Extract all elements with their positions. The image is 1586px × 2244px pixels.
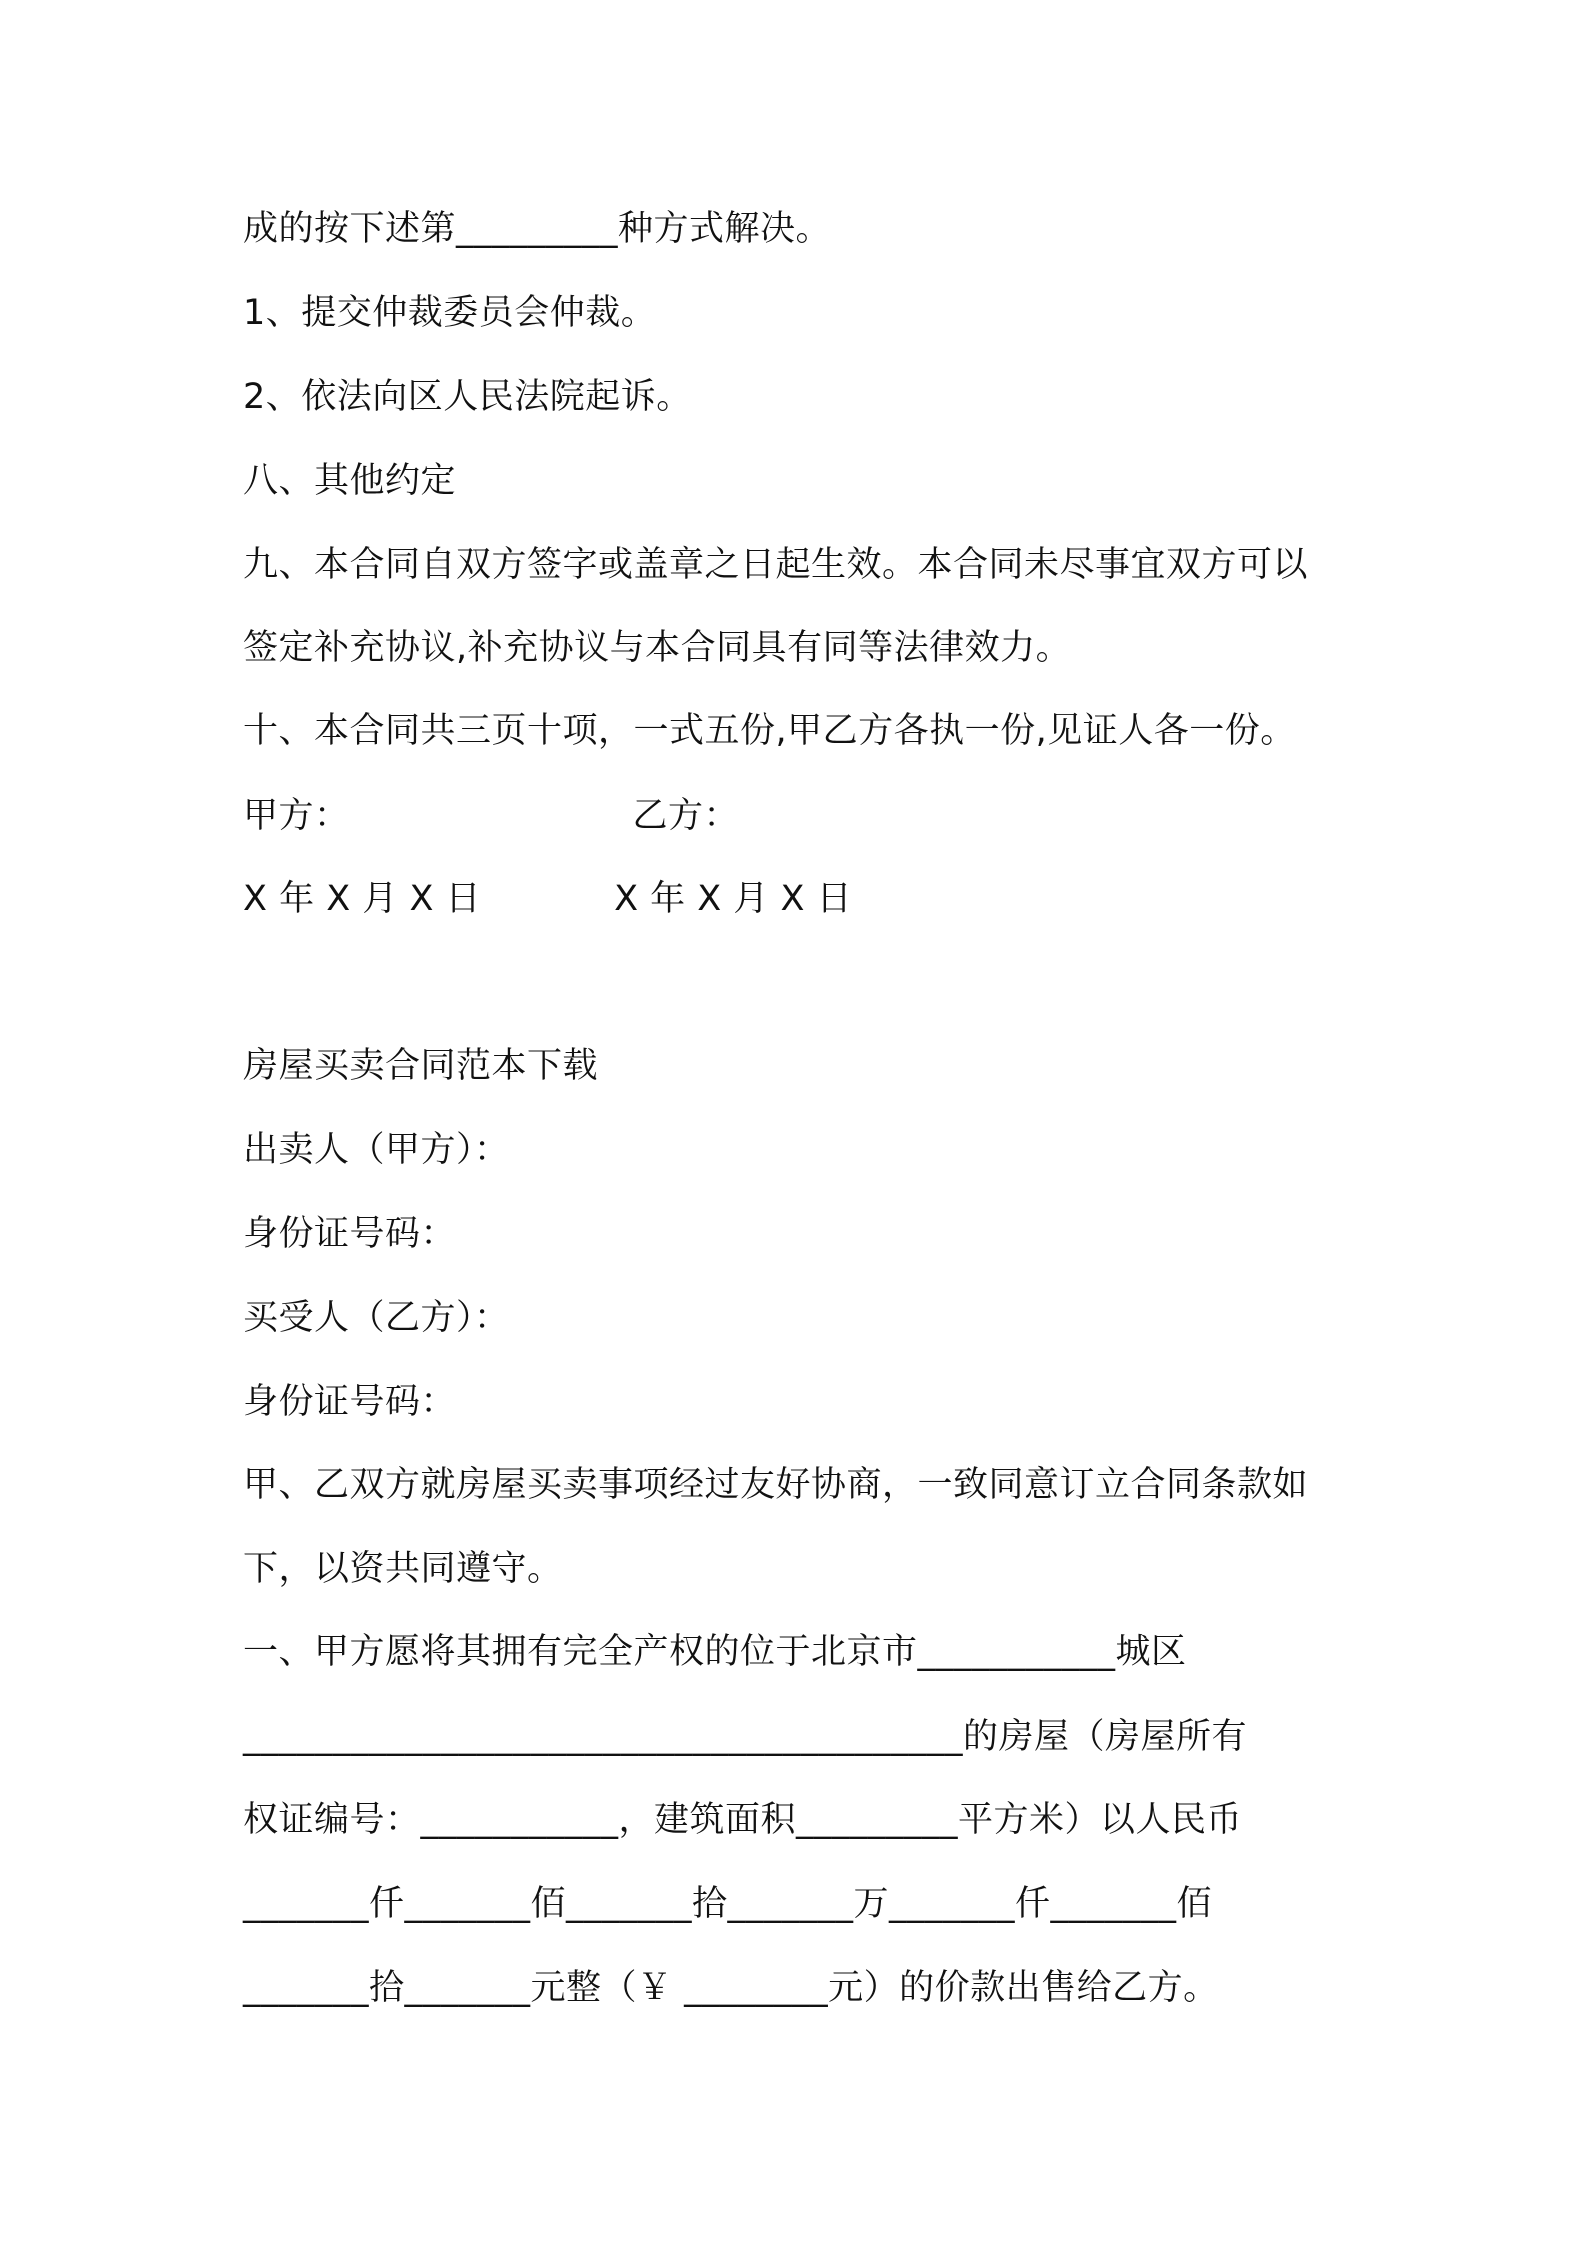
text-line-effective-1: 九、本合同自双方签字或盖章之日起生效。本合同未尽事宜双方可以 [243, 545, 1309, 585]
date-row [243, 875, 852, 923]
signature-row [243, 792, 739, 840]
text-line-dispute-method: 成的按下述第_________种方式解决。 [243, 209, 832, 249]
clause-1-line-1: 一、甲方愿将其拥有完全产权的位于北京市___________城区 [243, 1632, 1187, 1672]
buyer-id-line: 身份证号码： [243, 1382, 457, 1422]
agreement-line-1: 甲、乙双方就房屋买卖事项经过友好协商，一致同意订立合同条款如 [243, 1465, 1309, 1505]
agreement-line-2: 下，以资共同遵守。 [243, 1549, 563, 1589]
seller-id-line: 身份证号码： [243, 1214, 457, 1254]
party-b-label: 乙方： [632, 796, 740, 836]
clause-1-line-3: 权证编号：___________，建筑面积_________平方米）以人民币 [243, 1800, 1243, 1840]
text-line-arbitration: 1、提交仲裁委员会仲裁。 [243, 293, 657, 333]
text-line-court: 2、依法向区人民法院起诉。 [243, 377, 692, 417]
text-line-copies: 十、本合同共三页十项，一式五份,甲乙方各执一份,见证人各一份。 [243, 711, 1296, 751]
seller-line: 出卖人（甲方）： [243, 1130, 510, 1170]
date-b: X 年 X 月 X 日 [614, 879, 853, 919]
clause-1-line-2: ________________________________________的房屋（房屋所有 [243, 1717, 1248, 1757]
date-a: X 年 X 月 X 日 [243, 879, 482, 919]
text-line-effective-2: 签定补充协议,补充协议与本合同具有同等法律效力。 [243, 628, 1072, 668]
clause-1-line-4: _______仟_______佰_______拾_______万_______仟_______佰 [243, 1884, 1213, 1924]
party-a-label: 甲方： [243, 796, 350, 836]
buyer-line: 买受人（乙方）： [243, 1298, 510, 1338]
section-title: 房屋买卖合同范本下载 [243, 1046, 599, 1086]
clause-1-line-5: _______拾_______元整（￥ ________元）的价款出售给乙方。 [243, 1968, 1219, 2008]
text-line-other-terms: 八、其他约定 [243, 461, 457, 501]
